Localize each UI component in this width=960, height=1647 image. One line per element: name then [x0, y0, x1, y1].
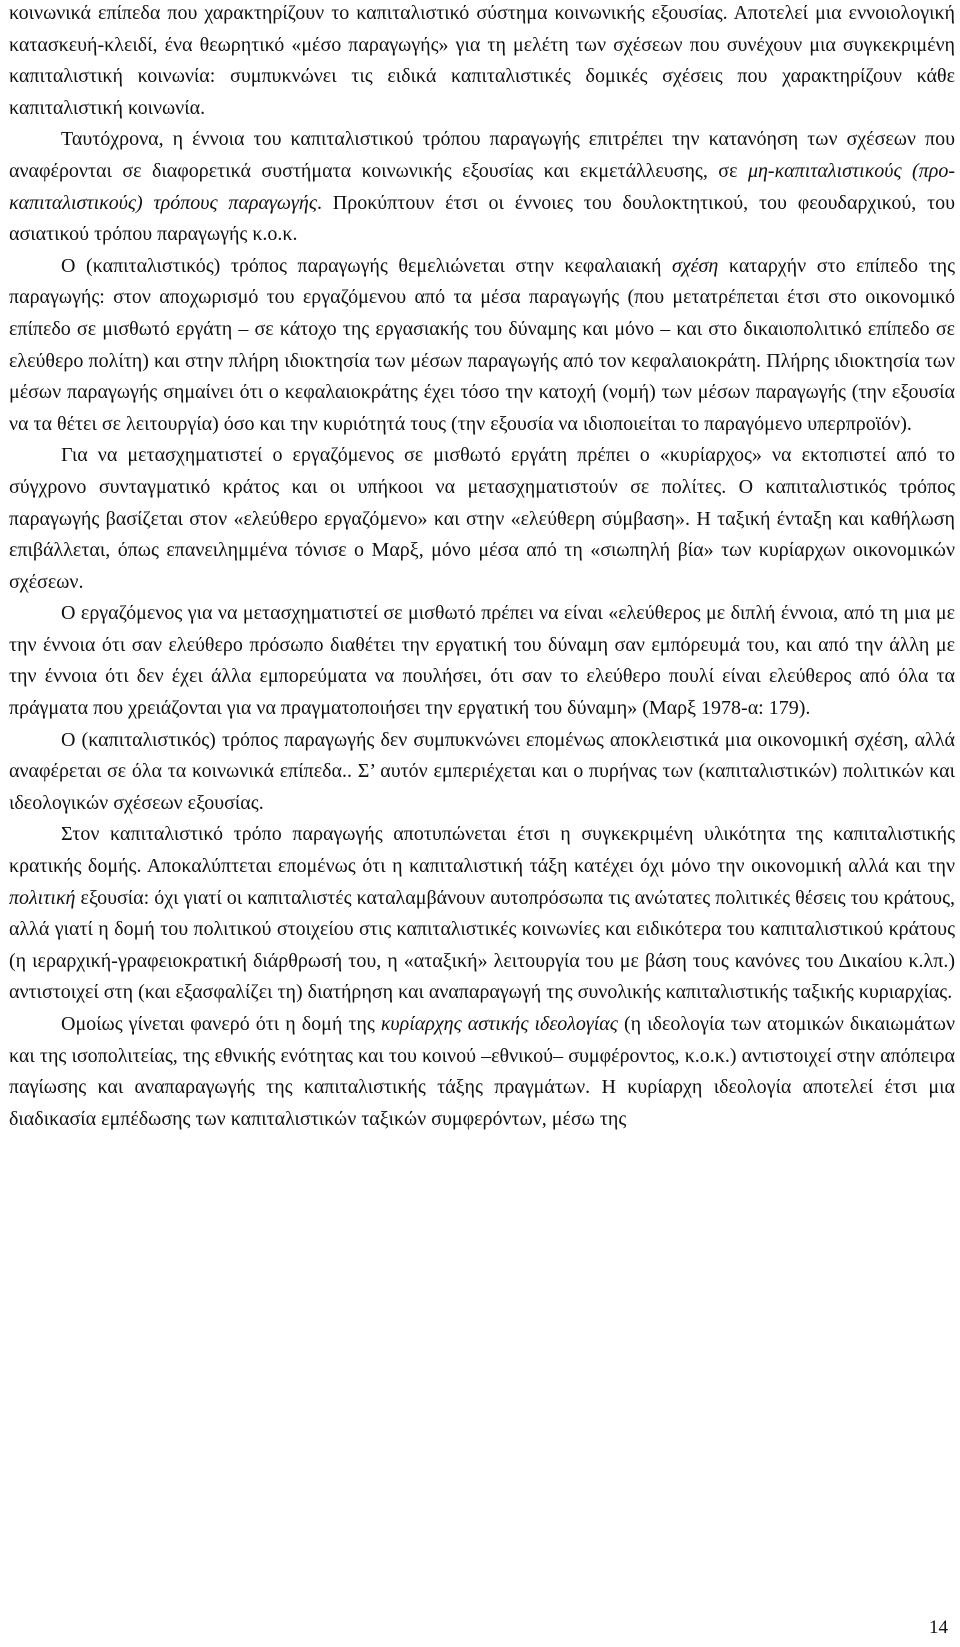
- paragraph-7: [9, 819, 955, 1009]
- paragraph-2-text-end: . Προκύπτουν έτσι οι έννοιες του δουλοκτητικού, του φεουδαρχικού, του ασιατικού τρόπου παραγωγής κ.ο.κ.: [9, 191, 956, 246]
- paragraph-8-italic-phrase: κυρίαρχης αστικής ιδεολογίας: [380, 1013, 618, 1035]
- paragraph-1-text: κοινωνικά επίπεδα που χαρακτηρίζουν το καπιταλιστικό σύστημα κοινωνικής εξουσίας. Αποτελεί μια εννοιολογική κατασκευή-κλειδί, ένα θεωρητικό «μέσο παραγωγής» για τη μελέτη των σχέσεων που συνέχουν μια συγκεκριμένη καπιταλιστική κοινωνία: συμπυκνώνει τις ειδικά καπιταλιστικές δομικές σχέσεις που χαρακτηρίζουν κάθε καπιταλιστική κοινωνία.: [9, 2, 955, 119]
- paragraph-4-text: Για να μετασχηματιστεί ο εργαζόμενος σε μισθωτό εργάτη πρέπει ο «κυρίαρχος» να εκτοπιστεί από το σύγχρονο συνταγματικό κράτος και οι υπήκοοι να μετασχηματιστούν σε πολίτες. Ο καπιταλιστικός τρόπος παραγωγής βασίζεται στον «ελεύθερο εργαζόμενο» και στην «ελεύθερη σύμβαση». Η ταξική ένταξη και καθήλωση επιβάλλεται, όπως επανειλημμένα τόνισε ο Μαρξ, μόνο μέσα από τη «σιωπηλή βία» των κυρίαρχων οικονομικών σχέσεων.: [9, 444, 955, 593]
- page-number: 14: [929, 1617, 948, 1638]
- paragraph-6: [9, 725, 955, 820]
- paragraph-5-text: Ο εργαζόμενος για να μετασχηματιστεί σε μισθωτό πρέπει να είναι «ελεύθερος με διπλή έννοια, από τη μια με την έννοια ότι σαν ελεύθερο πρόσωπο διαθέτει την εργατική του δύναμη σαν εμπόρευμά του, και από την άλλη με την έννοια ότι δεν έχει άλλα εμπορεύματα να πουλήσει, ότι σαν το ελεύθερο πουλί είναι ελεύθερος από όλα τα πράγματα που χρειάζονται για να πραγματοποιήσει την εργατική του δύναμη» (Μαρξ 1978-α: 179).: [9, 602, 955, 720]
- paragraph-3-text-end: καταρχήν στο επίπεδο της παραγωγής: στον αποχωρισμό του εργαζόμενου από τα μέσα παραγωγής (που μετατρέπεται έτσι στο οικονομικό επίπεδο σε μισθωτό εργάτη – σε κάτοχο της εργασιακής του δύναμης και μόνο – και στο δικαιοπολιτικό επίπεδο σε ελεύθερο πολίτη) και στην πλήρη ιδιοκτησία των μέσων παραγωγής από τον κεφαλαιοκράτη. Πλήρης ιδιοκτησία των μέσων παραγωγής σημαίνει ότι ο κεφαλαιοκράτης έχει τόσο την κατοχή (νομή) των μέσων παραγωγής (την εξουσία να τα θέτει σε λειτουργία) όσο και την κυριότητά τους (την εξουσία να ιδιοποιείται το παραγόμενο υπερπροϊόν).: [9, 254, 955, 435]
- paragraph-3-italic-word: σχέση: [672, 254, 719, 277]
- body-text: [9, 0, 955, 1135]
- paragraph-2-italic-phrase: μη-καπιταλιστικούς (προ-καπιταλιστικούς) τρόπους παραγωγής: [9, 159, 955, 214]
- paragraph-8-text: Ομοίως γίνεται φανερό ότι η δομή της: [61, 1013, 381, 1035]
- paragraph-8: [9, 1009, 955, 1135]
- paragraph-2: [9, 124, 955, 250]
- paragraph-7-italic-word: πολιτική: [9, 886, 76, 909]
- paragraph-2-text: Ταυτόχρονα, η έννοια του καπιταλιστικού τρόπου παραγωγής επιτρέπει την κατανόηση των σχέσεων που αναφέρονται σε διαφορετικά συστήματα κοινωνικής εξουσίας και εκμετάλλευσης, σε: [9, 128, 955, 182]
- paragraph-4: [9, 440, 955, 598]
- paragraph-7-text-end: εξουσία: όχι γιατί οι καπιταλιστές καταλαμβάνουν αυτοπρόσωπα τις ανώτατες πολιτικές θέσεις του κράτους, αλλά γιατί η δομή του πολιτικού στοιχείου στις καπιταλιστικές κοινωνίες και ειδικότερα του καπιταλιστικού κράτους (η ιεραρχική-γραφειοκρατική διάρθρωσή του, η «αταξική» λειτουργία του με βάση τους κανόνες του Δικαίου κ.λπ.) αντιστοιχεί στη (και εξασφαλίζει τη) διατήρηση και αναπαραγωγή της συνολικής καπιταλιστικής ταξικής κυριαρχίας.: [9, 886, 955, 1004]
- paragraph-6-text: Ο (καπιταλιστικός) τρόπος παραγωγής δεν συμπυκνώνει επομένως αποκλειστικά μια οικονομική σχέση, αλλά αναφέρεται σε όλα τα κοινωνικά επίπεδα.. Σ’ αυτόν εμπεριέχεται και ο πυρήνας των (καπιταλιστικών) πολιτικών και ιδεολογικών σχέσεων εξουσίας.: [9, 728, 955, 814]
- paragraph-7-text: Στον καπιταλιστικό τρόπο παραγωγής αποτυπώνεται έτσι η συγκεκριμένη υλικότητα της καπιταλιστικής κρατικής δομής. Αποκαλύπτεται επομένως ότι η καπιταλιστική τάξη κατέχει όχι μόνο την οικονομική αλλά και την: [9, 823, 955, 878]
- paragraph-8-text-end: (η ιδεολογία των ατομικών δικαιωμάτων και της ισοπολιτείας, της εθνικής ενότητας και του κοινού –εθνικού– συμφέροντος, κ.ο.κ.) αντιστοιχεί στην απόπειρα παγίωσης και αναπαραγωγής της καπιταλιστικής τάξης πραγμάτων. Η κυρίαρχη ιδεολογία αποτελεί έτσι μια διαδικασία εμπέδωσης των καπιταλιστικών ταξικών συμφερόντων, μέσω της: [9, 1013, 956, 1130]
- paragraph-1: [9, 0, 955, 124]
- paragraph-5: [9, 598, 955, 724]
- paragraph-3: [9, 251, 955, 441]
- paragraph-3-text: Ο (καπιταλιστικός) τρόπος παραγωγής θεμελιώνεται στην κεφαλαιακή: [61, 254, 672, 277]
